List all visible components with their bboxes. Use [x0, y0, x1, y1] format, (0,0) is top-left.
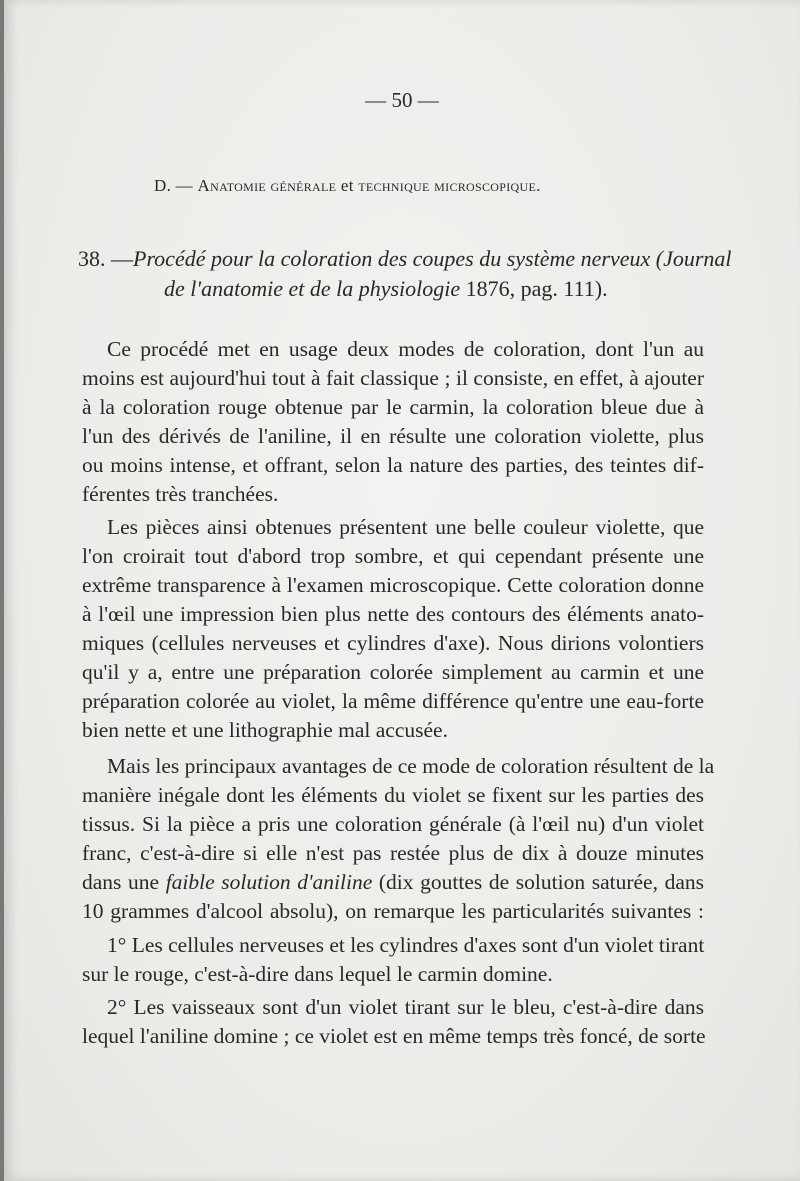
paragraph-2-line-8: bien nette et une lithographie mal accusée. — [82, 718, 448, 742]
section-title-part3: technique microscopique. — [358, 176, 541, 195]
paragraph-2-line-4: à l'œil une impression bien plus nette des contours des éléments anato- — [82, 602, 704, 626]
paragraph-3-line-4: franc, c'est-à-dire si elle n'est pas restée plus de dix à douze minutes — [82, 841, 704, 865]
paragraph-2-line-3: extrême transparence à l'examen microscopique. Cette coloration donne — [82, 573, 704, 597]
paragraph-3-line-5 — [82, 870, 704, 895]
paragraph-5-line-1: 2° Les vaisseaux sont d'un violet tirant sur le bleu, c'est-à-dire dans — [107, 995, 704, 1019]
entry-citation: 1876, pag. 111). — [465, 276, 608, 301]
entry-number: 38. — — [78, 246, 133, 271]
section-letter: D. — — [154, 176, 193, 195]
paragraph-1-line-2: moins est aujourd'hui tout à fait classique ; il consiste, en effet, à ajouter — [82, 366, 704, 390]
paragraph-2-line-1: Les pièces ainsi obtenues présentent une belle couleur violette, que — [107, 515, 704, 539]
paragraph-4-line-1: 1° Les cellules nerveuses et les cylindres d'axes sont d'un violet tirant — [107, 933, 705, 957]
paragraph-3-line-6: 10 grammes d'alcool absolu), on remarque les particularités suivantes : — [82, 899, 704, 923]
paragraph-2-line-5: miques (cellules nerveuses et cylindres d'axe). Nous dirions volontiers — [82, 631, 704, 655]
paragraph-3-line-5-pre: dans une — [82, 870, 160, 894]
entry-title-2: de l'anatomie et de la physiologie — [164, 276, 461, 301]
page-number: — 50 — — [365, 88, 439, 112]
entry-title-1: Procédé pour la coloration des coupes du système nerveux — [133, 246, 651, 271]
paragraph-1-line-3: à la coloration rouge obtenue par le carmin, la coloration bleue due à — [82, 395, 704, 419]
entry-journal-open: (Journal — [655, 246, 732, 271]
entry-title-line-1 — [78, 246, 732, 272]
paragraph-1-line-5: ou moins intense, et offrant, selon la nature des parties, des teintes dif- — [82, 453, 704, 477]
paragraph-1-line-1: Ce procédé met en usage deux modes de coloration, dont l'un au — [107, 337, 704, 361]
paragraph-2-line-7: préparation colorée au violet, la même différence qu'entre une eau-forte — [82, 689, 704, 713]
section-title-part2: et — [340, 176, 354, 195]
paragraph-3-line-2: manière inégale dont les éléments du violet se fixent sur les parties des — [82, 783, 704, 807]
paragraph-2-line-2: l'on croirait tout d'abord trop sombre, et qui cependant présente une — [82, 544, 704, 568]
paragraph-1-line-4: l'un des dérivés de l'aniline, il en résulte une coloration violette, plus — [82, 424, 704, 448]
paragraph-3-line-5-italic: faible solution d'aniline — [165, 870, 373, 894]
entry-title-line-2 — [164, 276, 608, 302]
paragraph-3-line-1: Mais les principaux avantages de ce mode de coloration résultent de la — [107, 754, 715, 778]
paragraph-4-line-2: sur le rouge, c'est-à-dire dans lequel le carmin domine. — [82, 962, 553, 986]
document-page — [4, 0, 800, 1181]
paragraph-2-line-6: qu'il y a, entre une préparation colorée simplement au carmin et une — [82, 660, 704, 684]
paragraph-3-line-5-post: (dix gouttes de solution saturée, dans — [378, 870, 704, 894]
paragraph-3-line-3: tissus. Si la pièce a pris une coloration générale (à l'œil nu) d'un violet — [82, 812, 704, 836]
paragraph-1-line-6: férentes très tranchées. — [82, 482, 279, 506]
paragraph-5-line-2: lequel l'aniline domine ; ce violet est en même temps très foncé, de sorte — [82, 1024, 706, 1048]
section-title-part1: Anatomie générale — [197, 176, 337, 195]
section-heading — [154, 176, 541, 196]
